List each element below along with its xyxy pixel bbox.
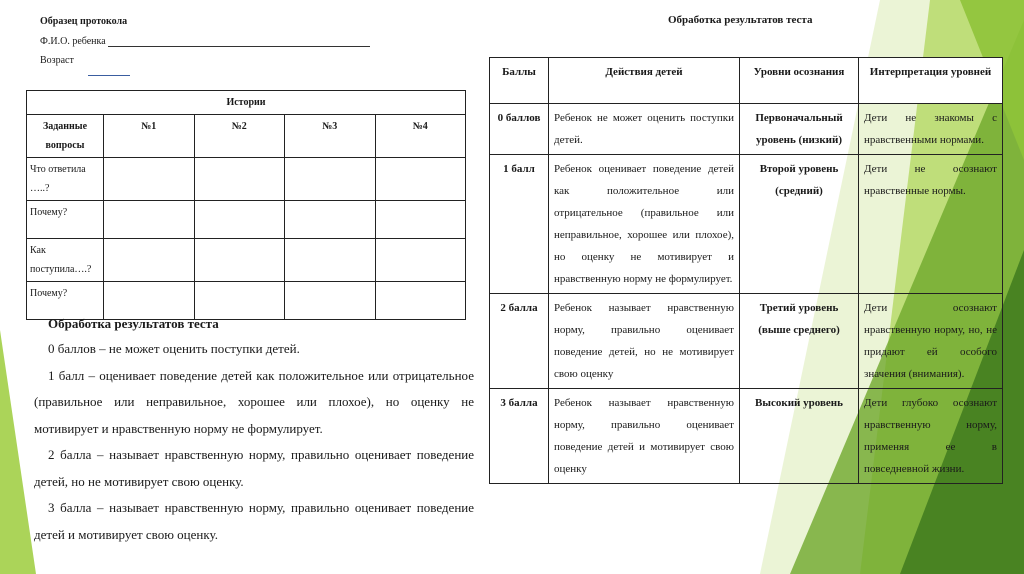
row-action: Ребенок называет нравственную норму, правильно оценивает поведение детей, но не мотивирует свою оценку (549, 294, 740, 389)
answer-cell[interactable] (194, 239, 285, 282)
question-4: Почему? (27, 282, 104, 320)
answer-cell[interactable] (375, 239, 466, 282)
row-level: Высокий уровень (740, 389, 859, 484)
processing-paragraph-0: 0 баллов – не может оценить поступки детей. (48, 341, 300, 356)
results-header-score: Баллы (490, 58, 549, 104)
table-row (490, 155, 1003, 294)
answer-cell[interactable] (194, 158, 285, 201)
table-row (490, 389, 1003, 484)
answer-cell[interactable] (194, 201, 285, 239)
results-table (489, 57, 1003, 484)
processing-title: Обработка результатов теста (48, 316, 219, 331)
answer-cell[interactable] (285, 239, 376, 282)
answer-cell[interactable] (104, 239, 195, 282)
question-1: Что ответила …..? (27, 158, 104, 201)
answer-cell[interactable] (285, 158, 376, 201)
table-row (490, 104, 1003, 155)
table-row (490, 294, 1003, 389)
row-action: Ребенок оценивает поведение детей как положительное или отрицательное (правильное или неправильное, хорошее или плохое), но оценку не мотивирует и нравственную норму не формулирует. (549, 155, 740, 294)
row-interpretation: Дети не осознают нравственные нормы. (859, 155, 1003, 294)
story-col-4: №4 (375, 115, 466, 158)
processing-paragraph-2: 2 балла – называет нравственную норму, правильно оценивает поведение детей, но не мотивирует свою оценку. (34, 447, 474, 489)
row-score: 1 балл (490, 155, 549, 294)
question-2: Почему? (27, 201, 104, 239)
row-action: Ребенок не может оценить поступки детей. (549, 104, 740, 155)
answer-cell[interactable] (285, 201, 376, 239)
question-header: Заданные вопросы (27, 115, 104, 158)
age-label: Возраст (40, 55, 74, 66)
story-col-2: №2 (194, 115, 285, 158)
processing-paragraph-1: 1 балл – оценивает поведение детей как положительное или отрицательное (правильное или неправильное, хорошее или плохое), но оценку не мотивирует и нравственную норму не формулирует. (34, 367, 474, 436)
row-interpretation: Дети не знакомы с нравственными нормами. (859, 104, 1003, 155)
answer-cell[interactable] (104, 201, 195, 239)
processing-paragraph-3: 3 балла – называет нравственную норму, правильно оценивает поведение детей и мотивирует свою оценку. (34, 500, 474, 542)
stories-caption: Истории (27, 91, 466, 115)
row-score: 2 балла (490, 294, 549, 389)
child-name-label: Ф.И.О. ребенка (40, 36, 106, 47)
answer-cell[interactable] (375, 158, 466, 201)
row-score: 3 балла (490, 389, 549, 484)
row-interpretation: Дети осознают нравственную норму, но, не придают ей особого значения (внимания). (859, 294, 1003, 389)
deco-left-green-triangle (0, 330, 36, 574)
stories-table (26, 90, 466, 320)
results-header-level: Уровни осознания (740, 58, 859, 104)
results-header-interpretation: Интерпретация уровней (859, 58, 1003, 104)
row-interpretation: Дети глубоко осознают нравственную норму, применяя ее в повседневной жизни. (859, 389, 1003, 484)
child-name-row (40, 36, 370, 47)
story-col-3: №3 (285, 115, 376, 158)
age-input[interactable] (88, 75, 130, 76)
answer-cell[interactable] (104, 158, 195, 201)
row-level: Первоначальный уровень (низкий) (740, 104, 859, 155)
row-action: Ребенок называет нравственную норму, правильно оценивает поведение детей и мотивирует свою оценку (549, 389, 740, 484)
protocol-title: Образец протокола (40, 16, 128, 27)
child-name-input[interactable] (108, 37, 370, 47)
results-header-action: Действия детей (549, 58, 740, 104)
row-level: Третий уровень (выше среднего) (740, 294, 859, 389)
story-col-1: №1 (104, 115, 195, 158)
answer-cell[interactable] (375, 201, 466, 239)
results-title: Обработка результатов теста (668, 14, 813, 26)
row-score: 0 баллов (490, 104, 549, 155)
processing-block (34, 312, 474, 548)
row-level: Второй уровень (средний) (740, 155, 859, 294)
question-3: Как поступила….? (27, 239, 104, 282)
